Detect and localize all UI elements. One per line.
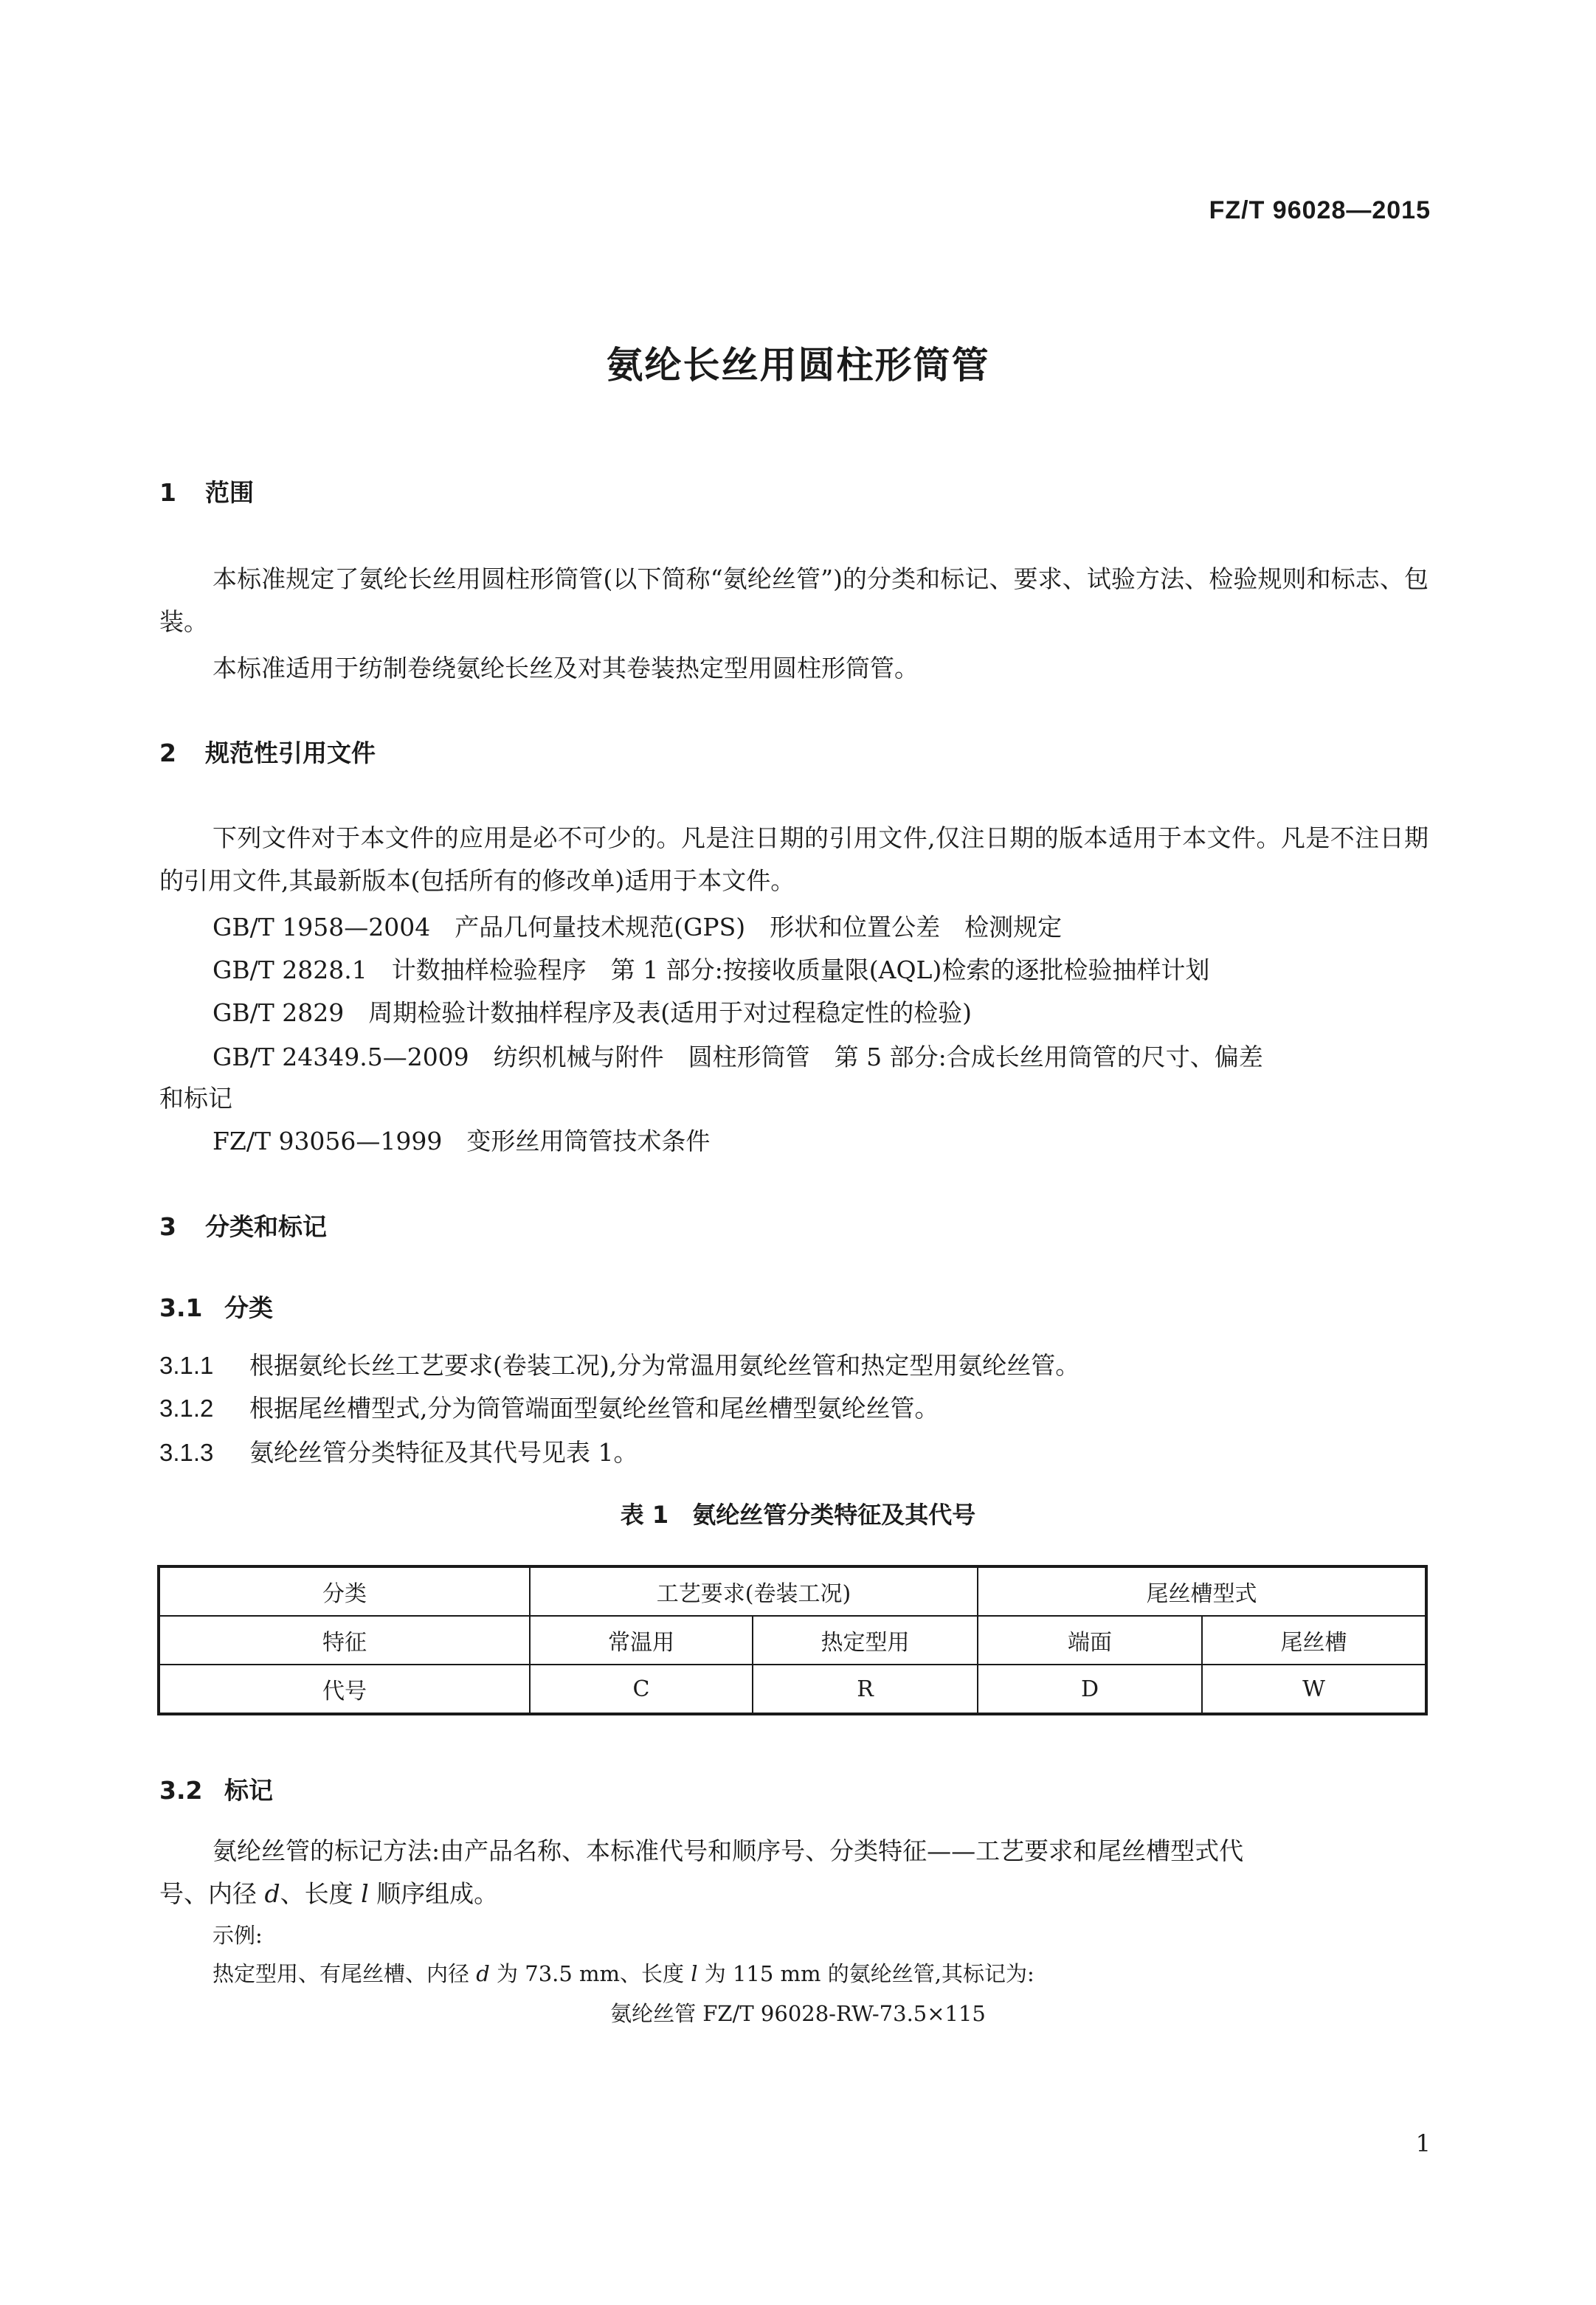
text-fragment: 热定型用、有尾丝槽、内径 [213,1961,477,1986]
subsection-number: 3.2 [159,1776,203,1805]
subsection-title: 标记 [224,1776,273,1805]
clause-text: 根据尾丝槽型式,分为筒管端面型氨纶丝管和尾丝槽型氨纶丝管。 [249,1394,939,1423]
marking-paragraph-line-2 [159,1875,498,1910]
table-cell: 尾丝槽型式 [978,1566,1426,1616]
table-row [159,1616,1426,1665]
variable-l: l [361,1879,369,1908]
example-label: 示例: [213,1923,263,1948]
table-row [159,1566,1426,1616]
text-fragment: 为 73.5 mm、长度 [489,1961,691,1986]
section-2-heading [159,734,376,769]
table-row [159,1665,1426,1714]
document-title: 氨纶长丝用圆柱形筒管 [606,344,990,387]
section-number: 3 [159,1212,176,1241]
section-1-paragraph-2: 本标准适用于纺制卷绕氨纶长丝及对其卷装热定型用圆柱形筒管。 [213,654,919,682]
table-cell: 常温用 [530,1616,753,1665]
section-number: 1 [159,478,176,507]
page-number: 1 [1415,2129,1431,2157]
table-cell: 热定型用 [753,1616,978,1665]
clause-3-1-1 [159,1347,1079,1381]
reference-item: GB/T 2829 周期检验计数抽样程序及表(适用于对过程稳定性的检验) [213,998,972,1027]
clause-number: 3.1.1 [159,1352,214,1379]
standard-code: FZ/T 96028—2015 [1209,196,1431,224]
subsection-3-1-heading [159,1289,273,1324]
table-cell: C [530,1665,753,1714]
table-cell: 尾丝槽 [1202,1616,1426,1665]
table-cell: 代号 [159,1665,530,1714]
clause-3-1-3 [159,1434,638,1468]
section-number: 2 [159,739,176,767]
reference-item: GB/T 2828.1 计数抽样检验程序 第 1 部分:按接收质量限(AQL)检索的逐批检验抽样计划 [213,955,1210,984]
text-fragment: 顺序组成。 [368,1879,499,1908]
section-title: 范围 [205,478,254,507]
table-cell: 工艺要求(卷装工况) [530,1566,978,1616]
clause-text: 根据氨纶长丝工艺要求(卷装工况),分为常温用氨纶丝管和热定型用氨纶丝管。 [249,1351,1080,1380]
clause-number: 3.1.3 [159,1439,214,1466]
reference-item: GB/T 1958—2004 产品几何量技术规范(GPS) 形状和位置公差 检测规定 [213,913,1063,941]
section-1-heading [159,474,254,508]
marking-paragraph-line-1: 氨纶丝管的标记方法:由产品名称、本标准代号和顺序号、分类特征——工艺要求和尾丝槽型式代 [213,1836,1244,1865]
text-fragment: 、长度 [280,1879,362,1908]
clause-3-1-2 [159,1389,939,1424]
text-fragment: 为 115 mm 的氨纶丝管,其标记为: [697,1961,1034,1986]
reference-item-continuation: 和标记 [159,1084,232,1113]
table-cell: R [753,1665,978,1714]
table-1 [157,1565,1428,1715]
section-1-paragraph-1: 本标准规定了氨纶长丝用圆柱形筒管(以下简称“氨纶丝管”)的分类和标记、要求、试验方法、检验规则和标志、包装。 [159,564,1429,636]
section-3-heading [159,1208,327,1243]
variable-d: d [476,1961,490,1986]
section-title: 分类和标记 [205,1212,327,1241]
section-2-paragraph-1: 下列文件对于本文件的应用是必不可少的。凡是注日期的引用文件,仅注日期的版本适用于本文件。凡是不注日期的引用文件,其最新版本(包括所有的修改单)适用于本文件。 [159,823,1429,895]
table-cell: 端面 [978,1616,1202,1665]
reference-item: FZ/T 93056—1999 变形丝用筒管技术条件 [213,1127,711,1155]
table-cell: 特征 [159,1616,530,1665]
subsection-title: 分类 [224,1293,273,1322]
table-cell: D [978,1665,1202,1714]
variable-l: l [691,1961,698,1986]
example-text [213,1957,1034,1988]
reference-item: GB/T 24349.5—2009 纺织机械与附件 圆柱形筒管 第 5 部分:合成长丝用筒管的尺寸、偏差 [213,1043,1263,1071]
section-title: 规范性引用文件 [205,739,376,767]
clause-text: 氨纶丝管分类特征及其代号见表 1。 [249,1438,638,1467]
variable-d: d [264,1879,280,1908]
subsection-3-2-heading [159,1772,273,1806]
table-1-caption: 表 1 氨纶丝管分类特征及其代号 [620,1501,976,1529]
text-fragment: 号、内径 [159,1879,265,1908]
subsection-number: 3.1 [159,1293,203,1322]
clause-number: 3.1.2 [159,1395,214,1422]
table-cell: W [1202,1665,1426,1714]
table-cell: 分类 [159,1566,530,1616]
example-marking: 氨纶丝管 FZ/T 96028-RW-73.5×115 [610,2001,986,2026]
